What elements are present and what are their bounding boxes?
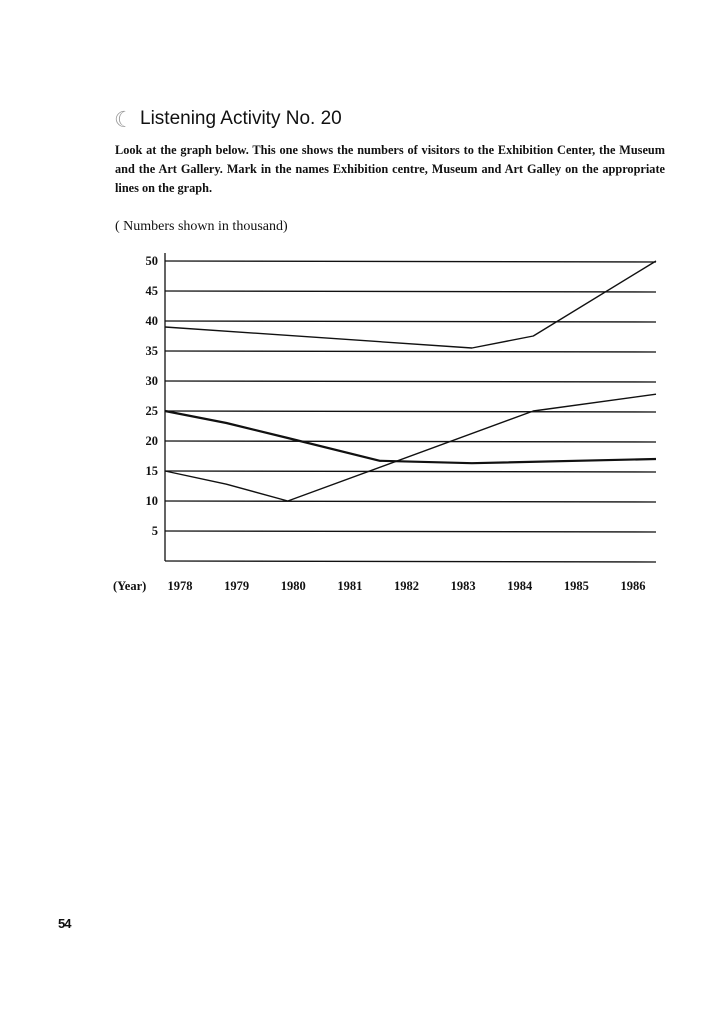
series-line-a xyxy=(165,261,656,348)
y-tick-label: 40 xyxy=(145,314,158,328)
instructions-text: Look at the graph below. This one shows the numbers of visitors to the Exhibition Center, the Museum and the Art Gallery. Mark in the names Exhibition centre, Museum and Art Galley on the appropriate lines on the graph. xyxy=(115,143,665,195)
gridline xyxy=(165,381,656,382)
y-tick-label: 25 xyxy=(145,404,158,418)
x-axis-label: (Year) xyxy=(113,579,147,593)
gridline xyxy=(165,501,656,502)
y-tick-label: 15 xyxy=(145,464,158,478)
page-number: 54 xyxy=(58,916,71,931)
gridline xyxy=(165,291,656,292)
units-note: ( Numbers shown in thousand) xyxy=(115,219,288,234)
x-tick-label: 1984 xyxy=(507,579,533,593)
gridline xyxy=(165,351,656,352)
x-tick-label: 1986 xyxy=(620,579,646,593)
y-tick-label: 5 xyxy=(151,524,158,538)
x-tick-label: 1983 xyxy=(450,579,476,593)
page-title: Listening Activity No. 20 xyxy=(140,108,342,129)
gridline xyxy=(165,531,656,532)
x-tick-label: 1979 xyxy=(224,579,250,593)
y-tick-label: 30 xyxy=(145,374,158,388)
x-tick-label: 1978 xyxy=(167,579,193,593)
gridline xyxy=(165,261,656,262)
series-line-c xyxy=(165,394,656,501)
gridline xyxy=(165,411,656,412)
gridline xyxy=(165,321,656,322)
x-tick-label: 1985 xyxy=(563,579,589,593)
y-tick-label: 35 xyxy=(145,344,158,358)
x-tick-label: 1982 xyxy=(394,579,419,593)
gridline xyxy=(165,441,656,442)
ear-icon: ☾ xyxy=(114,108,134,133)
x-tick-label: 1981 xyxy=(337,579,363,593)
x-tick-label: 1980 xyxy=(280,579,306,593)
x-axis xyxy=(165,561,656,562)
y-tick-label: 10 xyxy=(145,494,158,508)
y-tick-label: 50 xyxy=(145,254,158,268)
gridline xyxy=(165,471,656,472)
y-tick-label: 20 xyxy=(145,434,158,448)
y-tick-label: 45 xyxy=(145,284,158,298)
